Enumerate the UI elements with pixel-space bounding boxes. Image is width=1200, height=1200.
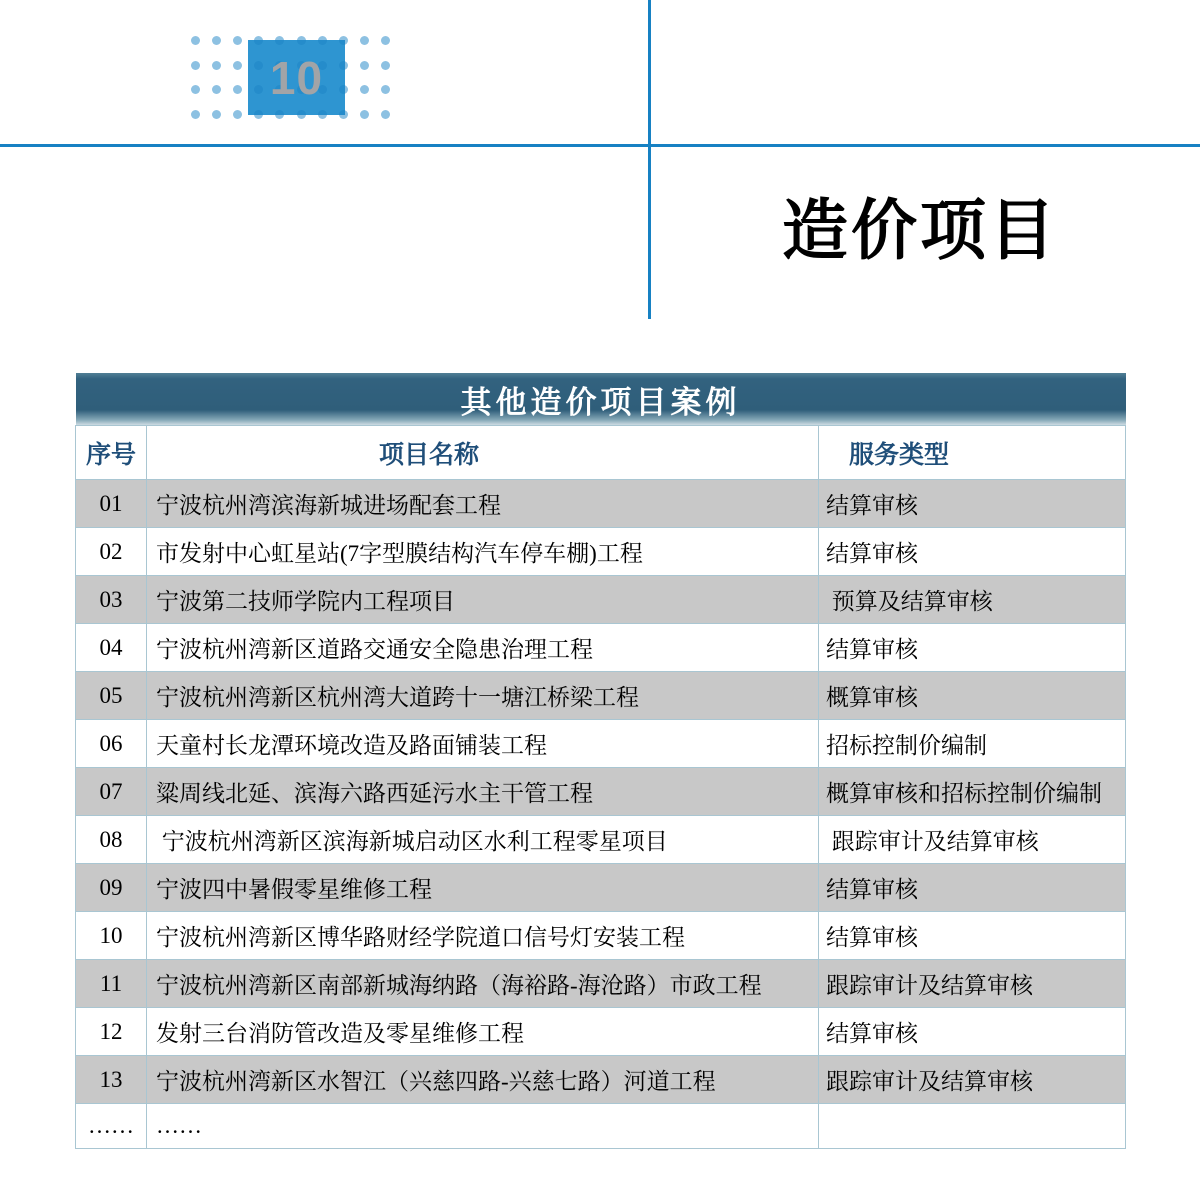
project-name-cell: …… [147,1104,819,1149]
project-name-cell: 宁波杭州湾新区博华路财经学院道口信号灯安装工程 [147,912,819,960]
table-row [76,864,1126,912]
vertical-divider-line [648,0,651,319]
cases-table [75,373,1126,1149]
table-row [76,624,1126,672]
column-header-project-name: 项目名称 [147,426,819,480]
service-type-cell: 跟踪审计及结算审核 [819,816,1126,864]
row-number-cell: 06 [76,720,147,768]
page-number: 10 [269,51,324,104]
service-type-cell: 结算审核 [819,1008,1126,1056]
row-number-cell: …… [76,1104,147,1149]
project-name-cell: 宁波四中暑假零星维修工程 [147,864,819,912]
project-name-cell: 宁波第二技师学院内工程项目 [147,576,819,624]
service-type-cell: 概算审核 [819,672,1126,720]
row-number-cell: 09 [76,864,147,912]
column-header-service-type: 服务类型 [819,426,1126,480]
project-name-cell: 粱周线北延、滨海六路西延污水主干管工程 [147,768,819,816]
table-row [76,720,1126,768]
project-name-cell: 宁波杭州湾滨海新城进场配套工程 [147,480,819,528]
service-type-cell: 结算审核 [819,480,1126,528]
row-number-cell: 07 [76,768,147,816]
row-number-cell: 13 [76,1056,147,1104]
project-name-cell: 宁波杭州湾新区杭州湾大道跨十一塘江桥梁工程 [147,672,819,720]
row-number-cell: 05 [76,672,147,720]
row-number-cell: 03 [76,576,147,624]
service-type-cell: 结算审核 [819,912,1126,960]
service-type-cell: 预算及结算审核 [819,576,1126,624]
horizontal-divider-line [0,144,1200,147]
row-number-cell: 10 [76,912,147,960]
project-name-cell: 宁波杭州湾新区南部新城海纳路（海裕路-海沧路）市政工程 [147,960,819,1008]
table-row [76,672,1126,720]
table-row [76,816,1126,864]
table-row [76,768,1126,816]
service-type-cell: 结算审核 [819,528,1126,576]
table-row [76,576,1126,624]
row-number-cell: 02 [76,528,147,576]
project-name-cell: 宁波杭州湾新区道路交通安全隐患治理工程 [147,624,819,672]
project-name-cell: 宁波杭州湾新区水智江（兴慈四路-兴慈七路）河道工程 [147,1056,819,1104]
project-name-cell: 发射三台消防管改造及零星维修工程 [147,1008,819,1056]
service-type-cell: 招标控制价编制 [819,720,1126,768]
table-caption: 其他造价项目案例 [76,373,1126,426]
row-number-cell: 04 [76,624,147,672]
row-number-cell: 08 [76,816,147,864]
table-row [76,1056,1126,1104]
service-type-cell: 概算审核和招标控制价编制 [819,768,1126,816]
table-row [76,1104,1126,1149]
row-number-cell: 01 [76,480,147,528]
project-name-cell: 市发射中心虹星站(7字型膜结构汽车停车棚)工程 [147,528,819,576]
table-row [76,960,1126,1008]
column-header-no: 序号 [76,426,147,480]
service-type-cell: 结算审核 [819,624,1126,672]
table-row [76,480,1126,528]
table-body [76,480,1126,1149]
slide-title: 造价项目 [782,193,1058,267]
project-name-cell: 天童村长龙潭环境改造及路面铺装工程 [147,720,819,768]
project-name-cell: 宁波杭州湾新区滨海新城启动区水利工程零星项目 [147,816,819,864]
table-row [76,1008,1126,1056]
row-number-cell: 11 [76,960,147,1008]
service-type-cell: 结算审核 [819,864,1126,912]
table-row [76,528,1126,576]
service-type-cell: 跟踪审计及结算审核 [819,1056,1126,1104]
service-type-cell [819,1104,1126,1149]
table-caption-row [76,373,1126,426]
table-row [76,912,1126,960]
table-header-row [76,426,1126,480]
service-type-cell: 跟踪审计及结算审核 [819,960,1126,1008]
row-number-cell: 12 [76,1008,147,1056]
